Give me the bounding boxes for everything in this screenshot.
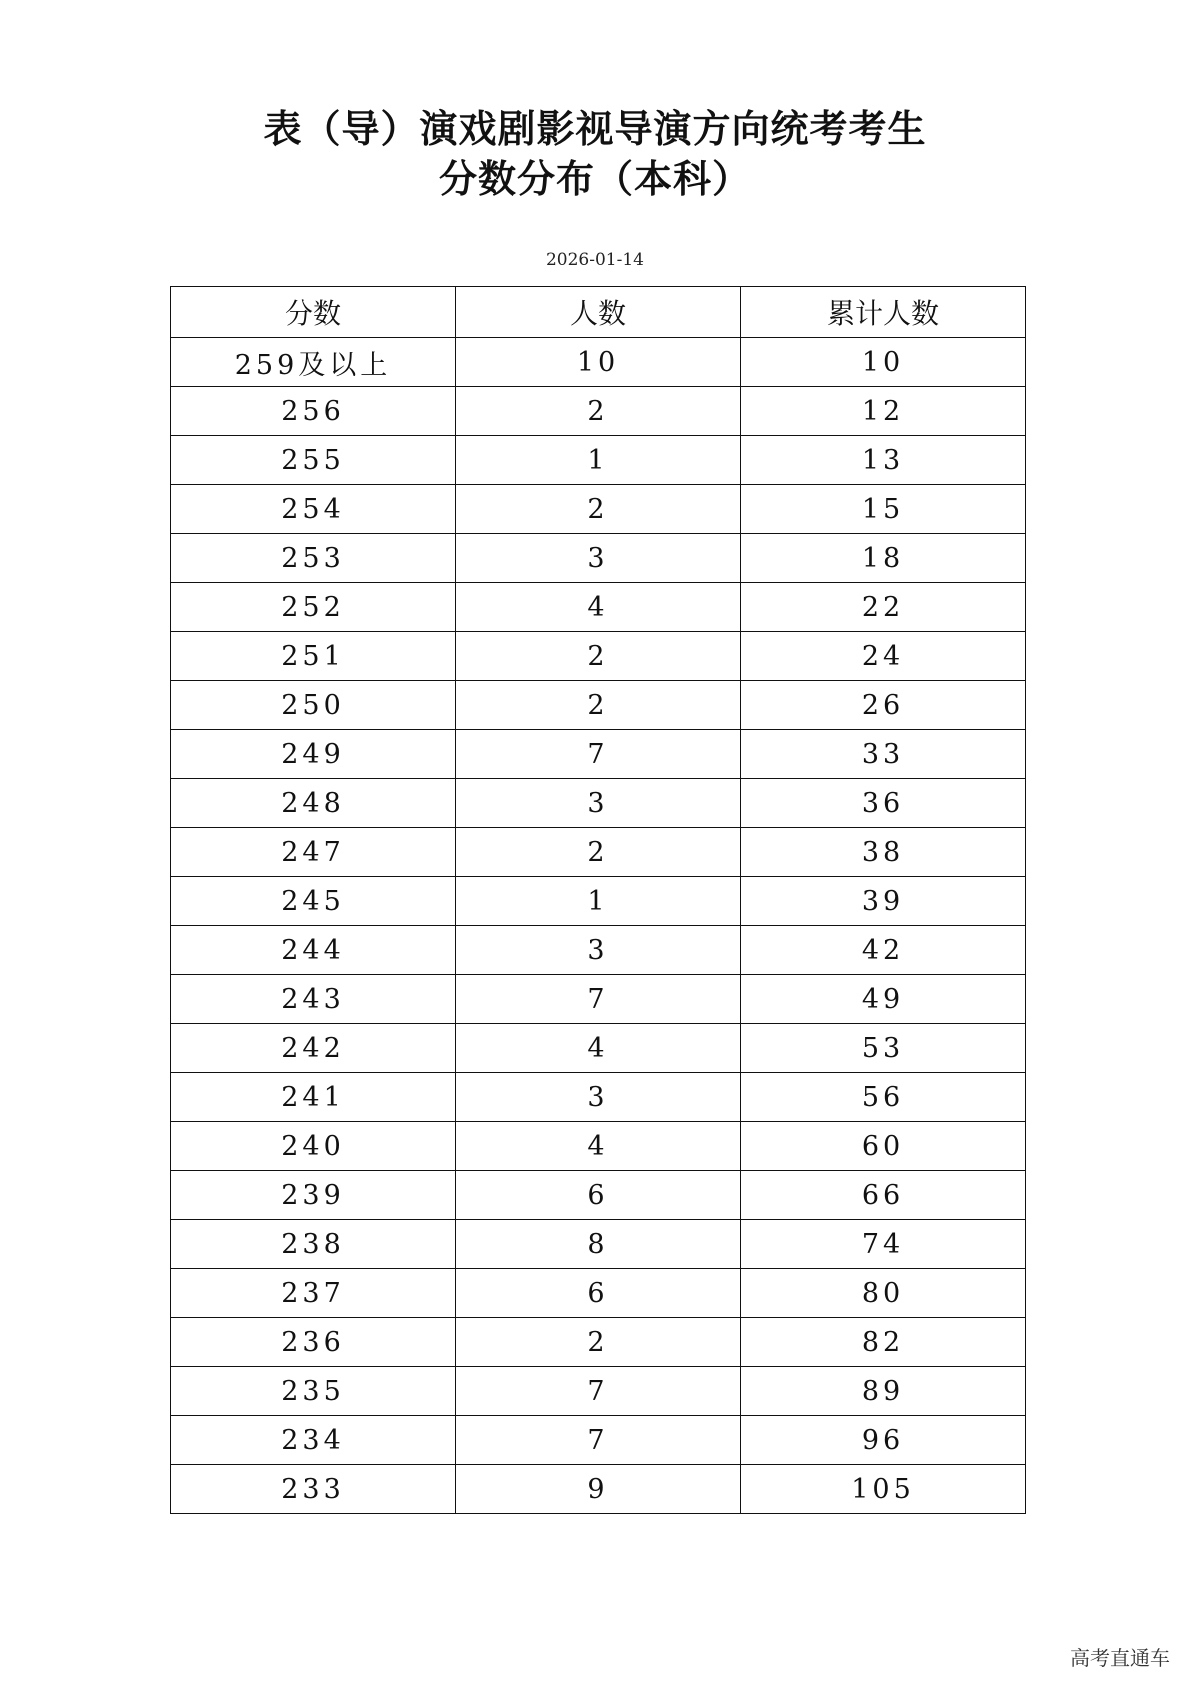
cell-count: 7: [456, 1367, 741, 1416]
cell-score: 237: [171, 1269, 456, 1318]
cell-score: 248: [171, 779, 456, 828]
cell-cumulative: 12: [741, 387, 1026, 436]
cell-cumulative: 18: [741, 534, 1026, 583]
cell-count: 7: [456, 730, 741, 779]
cell-score: 245: [171, 877, 456, 926]
table-body: [171, 338, 1026, 1514]
cell-cumulative: 60: [741, 1122, 1026, 1171]
table-row: [171, 436, 1026, 485]
cell-count: 6: [456, 1171, 741, 1220]
cell-cumulative: 38: [741, 828, 1026, 877]
cell-cumulative: 105: [741, 1465, 1026, 1514]
cell-cumulative: 15: [741, 485, 1026, 534]
cell-cumulative: 56: [741, 1073, 1026, 1122]
cell-cumulative: 89: [741, 1367, 1026, 1416]
cell-count: 6: [456, 1269, 741, 1318]
page-title-line-2: 分数分布（本科）: [438, 157, 751, 201]
cell-count: 2: [456, 681, 741, 730]
table-row: [171, 1073, 1026, 1122]
table-header-row: [171, 287, 1026, 338]
cell-cumulative: 24: [741, 632, 1026, 681]
table-row: [171, 975, 1026, 1024]
table-row: [171, 485, 1026, 534]
cell-cumulative: 42: [741, 926, 1026, 975]
table-row: [171, 387, 1026, 436]
table-row: [171, 828, 1026, 877]
cell-score: 241: [171, 1073, 456, 1122]
cell-count: 2: [456, 485, 741, 534]
table-row: [171, 1171, 1026, 1220]
cell-score: 254: [171, 485, 456, 534]
cell-cumulative: 80: [741, 1269, 1026, 1318]
table-row: [171, 779, 1026, 828]
cell-count: 2: [456, 828, 741, 877]
table-row: [171, 730, 1026, 779]
cell-score: 250: [171, 681, 456, 730]
cell-count: 2: [456, 387, 741, 436]
cell-score: 247: [171, 828, 456, 877]
cell-count: 3: [456, 534, 741, 583]
cell-cumulative: 53: [741, 1024, 1026, 1073]
cell-score: 234: [171, 1416, 456, 1465]
cell-score: 259及以上: [171, 338, 456, 387]
cell-score: 252: [171, 583, 456, 632]
header-score: 分数: [171, 287, 456, 338]
cell-cumulative: 36: [741, 779, 1026, 828]
cell-count: 8: [456, 1220, 741, 1269]
table-row: [171, 1367, 1026, 1416]
cell-count: 7: [456, 1416, 741, 1465]
cell-cumulative: 10: [741, 338, 1026, 387]
cell-score: 236: [171, 1318, 456, 1367]
page-title-line-1: 表（导）演戏剧影视导演方向统考考生: [263, 107, 927, 151]
table-row: [171, 926, 1026, 975]
cell-count: 4: [456, 1024, 741, 1073]
cell-count: 7: [456, 975, 741, 1024]
cell-count: 10: [456, 338, 741, 387]
table-row: [171, 583, 1026, 632]
cell-count: 3: [456, 779, 741, 828]
table-row: [171, 338, 1026, 387]
table-row: [171, 1220, 1026, 1269]
cell-cumulative: 82: [741, 1318, 1026, 1367]
cell-count: 4: [456, 583, 741, 632]
table-row: [171, 681, 1026, 730]
cell-cumulative: 22: [741, 583, 1026, 632]
header-cumulative: 累计人数: [741, 287, 1026, 338]
cell-score: 242: [171, 1024, 456, 1073]
cell-score: 253: [171, 534, 456, 583]
cell-score: 238: [171, 1220, 456, 1269]
cell-score: 256: [171, 387, 456, 436]
cell-count: 9: [456, 1465, 741, 1514]
cell-count: 2: [456, 632, 741, 681]
cell-score: 251: [171, 632, 456, 681]
cell-cumulative: 96: [741, 1416, 1026, 1465]
cell-cumulative: 74: [741, 1220, 1026, 1269]
cell-cumulative: 66: [741, 1171, 1026, 1220]
cell-score: 244: [171, 926, 456, 975]
table-row: [171, 1416, 1026, 1465]
cell-count: 3: [456, 1073, 741, 1122]
score-distribution-table: [170, 286, 1026, 1514]
table-row: [171, 534, 1026, 583]
cell-count: 1: [456, 877, 741, 926]
table-row: [171, 1269, 1026, 1318]
cell-score: 240: [171, 1122, 456, 1171]
table-row: [171, 1024, 1026, 1073]
table-row: [171, 1122, 1026, 1171]
table-row: [171, 1465, 1026, 1514]
cell-cumulative: 49: [741, 975, 1026, 1024]
cell-cumulative: 39: [741, 877, 1026, 926]
cell-score: 243: [171, 975, 456, 1024]
cell-cumulative: 33: [741, 730, 1026, 779]
cell-count: 3: [456, 926, 741, 975]
cell-score: 249: [171, 730, 456, 779]
document-date: 2026-01-14: [545, 250, 644, 270]
cell-score: 239: [171, 1171, 456, 1220]
cell-count: 2: [456, 1318, 741, 1367]
cell-score: 233: [171, 1465, 456, 1514]
cell-score: 235: [171, 1367, 456, 1416]
cell-count: 1: [456, 436, 741, 485]
cell-cumulative: 26: [741, 681, 1026, 730]
table-row: [171, 877, 1026, 926]
table-row: [171, 632, 1026, 681]
cell-cumulative: 13: [741, 436, 1026, 485]
table-row: [171, 1318, 1026, 1367]
cell-score: 255: [171, 436, 456, 485]
header-count: 人数: [456, 287, 741, 338]
cell-count: 4: [456, 1122, 741, 1171]
watermark-text: 高考直通车: [1070, 1646, 1170, 1670]
